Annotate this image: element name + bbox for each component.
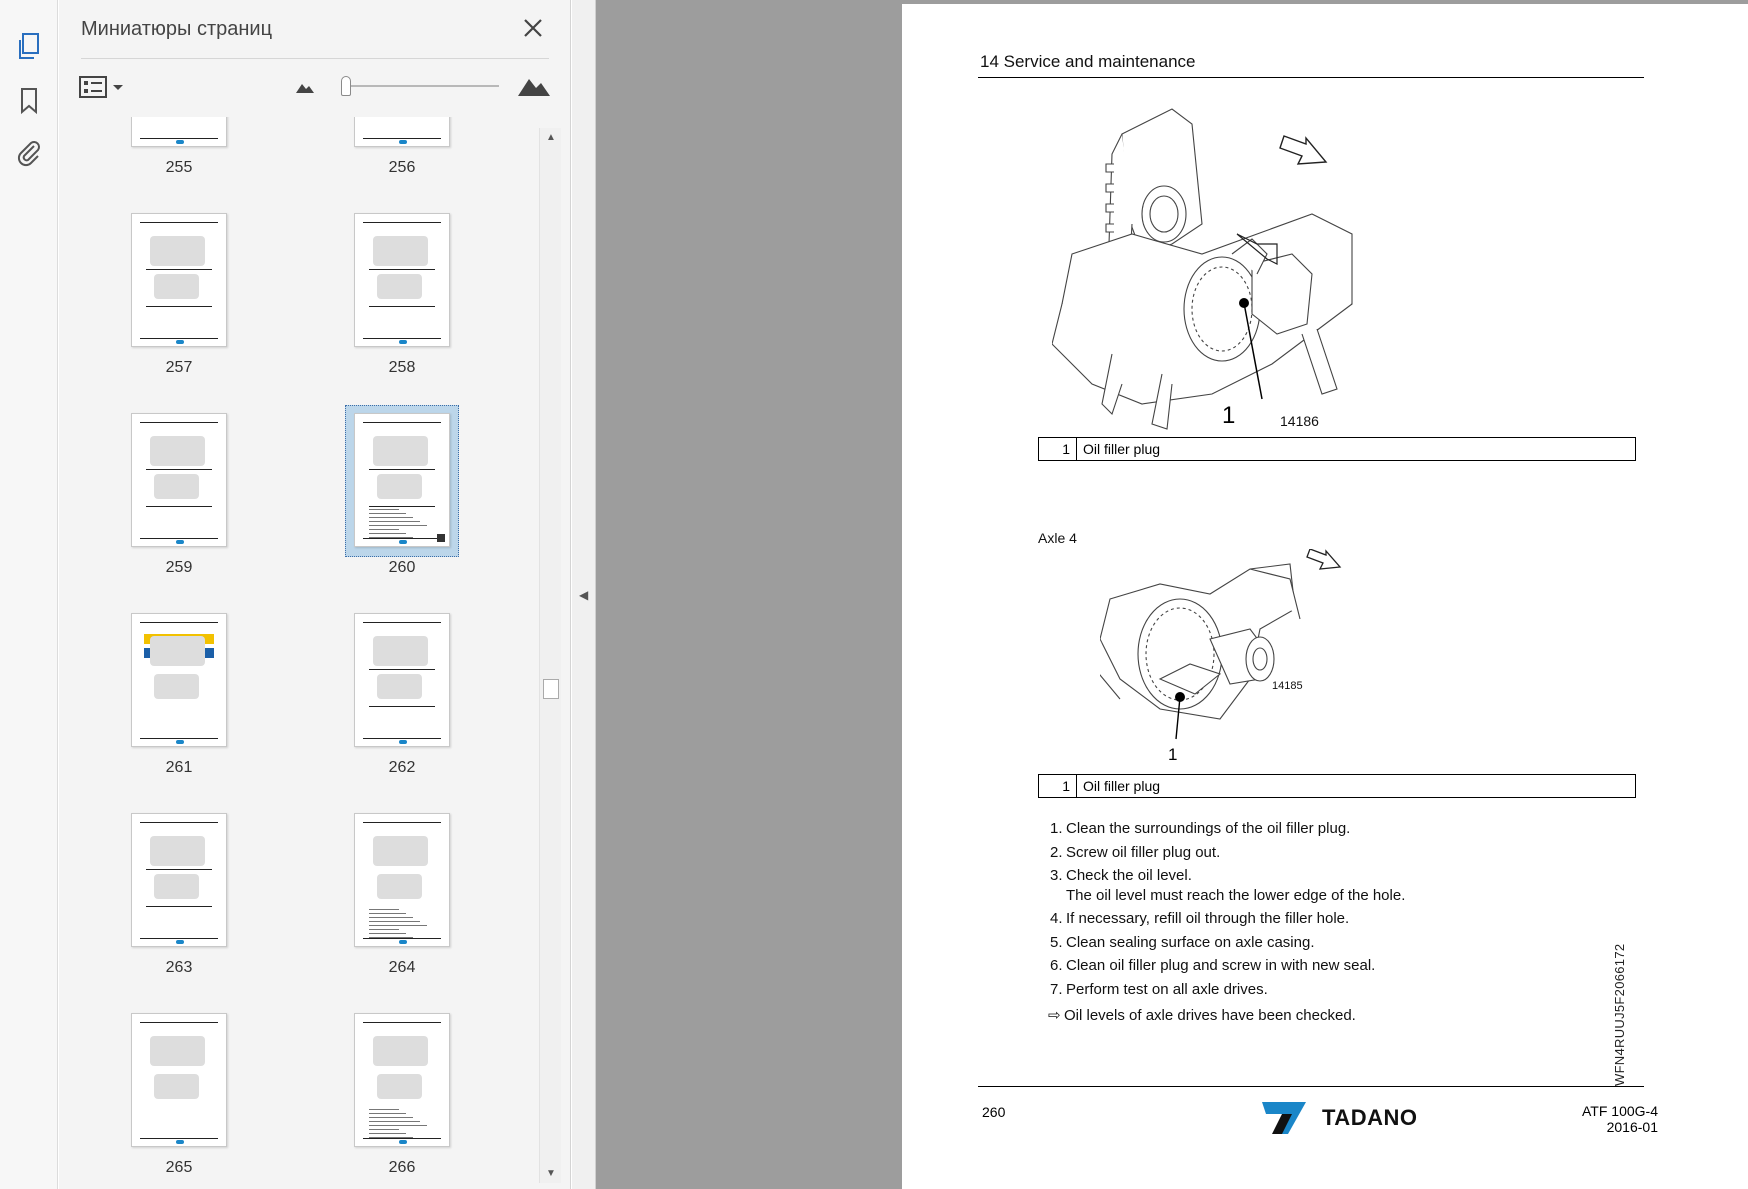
collapse-arrow-icon[interactable]: ◀ [579, 588, 589, 602]
thumbnail-page-image[interactable] [354, 213, 450, 347]
step-1: 1. Clean the surroundings of the oil filler plug. [1050, 820, 1351, 837]
thumbnail-mark [369, 533, 406, 534]
thumbnail-mark [140, 1022, 218, 1023]
thumbnail-mark [146, 906, 212, 907]
thumbnail-mark [369, 306, 435, 307]
legend-1-number: 1 [1039, 438, 1077, 460]
thumbnail-mark [369, 1117, 413, 1118]
thumbnail-mark [399, 1140, 407, 1144]
scroll-down-icon[interactable]: ▼ [546, 1168, 556, 1179]
legend-1 [1038, 437, 1636, 461]
thumbnail-mark [369, 706, 435, 707]
close-icon[interactable] [519, 14, 547, 42]
thumbnail-page-number: 261 [165, 759, 193, 776]
thumbnail-mark [154, 474, 199, 499]
thumbnail-mark [140, 138, 218, 139]
thumbnail-mark [377, 474, 422, 499]
thumbnail-page-image[interactable] [131, 213, 227, 347]
thumbnail-mark [150, 636, 205, 666]
tadano-logo [1260, 1100, 1417, 1136]
procedure-steps [1050, 817, 1405, 1028]
thumbnail-mark [369, 933, 406, 934]
thumbnail-mark [369, 1125, 427, 1126]
thumbnail-mark [369, 513, 406, 514]
thumbnail-mark [369, 925, 427, 926]
thumbnail-mark [154, 874, 199, 899]
scrollbar-thumb[interactable] [543, 679, 559, 699]
thumbnail-mark [377, 1074, 422, 1099]
thumbnail-mark [369, 269, 435, 270]
thumbnail-mark [373, 836, 428, 866]
thumbnail-mark [363, 738, 441, 739]
header-rule [978, 77, 1644, 78]
thumbnail-mark [369, 1113, 406, 1114]
thumbnail-mark [140, 1138, 218, 1139]
thumbnail-page-number: 259 [165, 559, 193, 576]
thumbnail-mark [369, 469, 435, 470]
panel-divider [81, 58, 549, 59]
thumbnail-mark [154, 674, 199, 699]
thumbnail-mark [363, 938, 441, 939]
thumbnail-mark [369, 525, 427, 526]
thumbnail-mark [399, 340, 407, 344]
thumbnail-mark [369, 529, 399, 530]
thumbnail-mark [176, 140, 184, 144]
thumbnail-mark [369, 521, 420, 522]
panel-title: Миниатюры страниц [81, 18, 273, 40]
thumbnail-page-number: 266 [388, 1159, 416, 1176]
thumbnail-page-image[interactable] [354, 1013, 450, 1147]
footer-page-number: 260 [982, 1104, 1006, 1120]
thumbnail-mark [176, 740, 184, 744]
thumbnail-mark [363, 622, 441, 623]
thumbnail-mark [176, 340, 184, 344]
thumbnail-page-number: 264 [388, 959, 416, 976]
figure1-id: 14186 [1280, 413, 1319, 429]
document-page [902, 4, 1748, 1189]
thumbnail-mark [363, 538, 441, 539]
thumbnail-mark [369, 909, 399, 910]
thumbnail-mark [140, 938, 218, 939]
thumbnail-mark [154, 1074, 199, 1099]
thumbnail-mark [369, 1133, 406, 1134]
thumbnail-page-number: 263 [165, 959, 193, 976]
thumbnail-mark [373, 636, 428, 666]
page-thumbnails-icon[interactable] [12, 30, 46, 64]
thumbnail-mark [363, 1138, 441, 1139]
attachment-icon[interactable] [12, 136, 46, 170]
thumbnail-mark [373, 236, 428, 266]
thumbnail-mark [399, 940, 407, 944]
footer-model: ATF 100G-4 [1582, 1103, 1658, 1119]
thumbnail-page-number: 257 [165, 359, 193, 376]
axle-label: Axle 4 [1038, 530, 1077, 546]
thumbnail-page-number: 256 [388, 159, 416, 176]
thumbnail-mark [150, 836, 205, 866]
thumbnail-mark [150, 1036, 205, 1066]
thumbnail-mark [369, 669, 435, 670]
thumbnail-page-number: 258 [388, 359, 416, 376]
thumbnail-mark [377, 874, 422, 899]
thumbnail-page-number: 255 [165, 159, 193, 176]
thumbnail-page-image[interactable] [131, 1013, 227, 1147]
footer-model-block [1582, 1103, 1658, 1135]
thumbnails-panel [59, 0, 571, 1189]
step-4: 4. If necessary, refill oil through the filler hole. [1050, 910, 1350, 927]
tadano-logo-mark [1260, 1100, 1308, 1136]
thumbnail-mark [377, 274, 422, 299]
brand-name: TADANO [1322, 1105, 1418, 1130]
document-viewer[interactable] [596, 0, 1748, 1189]
thumbnail-scrollbar[interactable] [539, 128, 561, 1183]
thumbnail-mark [146, 269, 212, 270]
axle-drive-illustration [1100, 549, 1360, 749]
thumbnail-mark [176, 940, 184, 944]
thumbnail-mark [437, 534, 445, 542]
thumbnail-mark [377, 674, 422, 699]
legend-2 [1038, 774, 1636, 798]
thumbnail-mark [369, 509, 399, 510]
figure2-id: 14185 [1272, 680, 1303, 692]
footer-date: 2016-01 [1606, 1119, 1658, 1135]
legend-2-number: 1 [1039, 775, 1077, 797]
thumbnail-mark [140, 822, 218, 823]
thumbnail-size-slider[interactable] [345, 85, 499, 87]
thumbnail-mark [140, 738, 218, 739]
document-code: WFN4RUUJ5F2066172 [1612, 943, 1627, 1086]
thumbnail-mark [399, 140, 407, 144]
thumbnail-page-image[interactable] [131, 117, 227, 147]
legend-2-text: Oil filler plug [1083, 778, 1161, 794]
thumbnail-mark [146, 506, 212, 507]
mountain-large-icon[interactable] [517, 74, 551, 103]
thumbnail-options-button[interactable] [79, 74, 125, 102]
footer-rule [978, 1086, 1644, 1087]
thumbnail-mark [176, 540, 184, 544]
thumbnail-mark [369, 917, 413, 918]
thumbnail-list [82, 117, 546, 1189]
panel-splitter[interactable] [572, 0, 596, 1189]
step-6: 6. Clean oil filler plug and screw in with new seal. [1050, 957, 1376, 974]
thumbnail-mark [363, 222, 441, 223]
step-7: 7. Perform test on all axle drives. [1050, 980, 1268, 998]
thumbnail-options-icon [79, 75, 125, 101]
thumbnail-mark [140, 338, 218, 339]
result-line: ⇨ Oil levels of axle drives have been checked. [1050, 1004, 1405, 1028]
thumbnail-page-number: 265 [165, 1159, 193, 1176]
figure2-callout: 1 [1168, 745, 1178, 764]
mountain-small-icon[interactable] [295, 80, 315, 99]
step-3: 3. Check the oil level. [1050, 867, 1192, 884]
thumbnail-mark [150, 236, 205, 266]
thumbnail-mark [146, 469, 212, 470]
slider-handle[interactable] [341, 76, 351, 96]
thumbnail-mark [369, 1121, 420, 1122]
thumbnail-mark [369, 517, 413, 518]
thumbnail-mark [140, 222, 218, 223]
thumbnail-mark [363, 822, 441, 823]
legend-1-text: Oil filler plug [1083, 441, 1161, 457]
figure1-callout: 1 [1222, 402, 1236, 429]
thumbnail-mark [369, 921, 420, 922]
left-tool-rail [0, 0, 58, 1189]
thumbnail-mark [363, 138, 441, 139]
thumbnail-mark [369, 506, 435, 507]
thumbnail-page-image[interactable] [354, 813, 450, 947]
result-arrow-icon: ⇨ [1048, 1007, 1061, 1024]
thumbnail-mark [373, 436, 428, 466]
thumbnail-mark [363, 1022, 441, 1023]
scroll-up-icon[interactable]: ▲ [546, 132, 556, 143]
thumbnail-mark [369, 929, 399, 930]
step-3-detail: The oil level must reach the lower edge of the hole. [1066, 886, 1406, 904]
thumbnail-mark [150, 436, 205, 466]
thumbnail-mark [363, 338, 441, 339]
thumbnail-mark [140, 538, 218, 539]
thumbnail-page-number: 260 [388, 559, 416, 576]
thumbnail-mark [369, 1109, 399, 1110]
thumbnail-mark [399, 740, 407, 744]
bookmark-icon[interactable] [12, 84, 46, 118]
thumbnail-mark [140, 622, 218, 623]
thumbnail-mark [369, 913, 406, 914]
thumbnail-mark [140, 422, 218, 423]
thumbnail-page-image[interactable] [131, 813, 227, 947]
thumbnail-mark [146, 306, 212, 307]
thumbnail-page-image[interactable] [354, 613, 450, 747]
step-5: 5. Clean sealing surface on axle casing. [1050, 933, 1315, 951]
thumbnail-page-image[interactable] [131, 613, 227, 747]
step-2: 2. Screw oil filler plug out. [1050, 843, 1221, 861]
thumbnail-page-number: 262 [388, 759, 416, 776]
thumbnail-mark [373, 1036, 428, 1066]
thumbnail-mark [154, 274, 199, 299]
thumbnail-page-image[interactable] [354, 413, 450, 547]
thumbnail-page-image[interactable] [131, 413, 227, 547]
thumbnail-mark [176, 1140, 184, 1144]
thumbnail-page-image[interactable] [354, 117, 450, 147]
transfer-case-illustration [1052, 104, 1372, 434]
thumbnail-mark [399, 540, 407, 544]
page-header: 14 Service and maintenance [980, 52, 1196, 71]
thumbnail-mark [146, 869, 212, 870]
thumbnail-mark [369, 1129, 399, 1130]
thumbnail-mark [363, 422, 441, 423]
